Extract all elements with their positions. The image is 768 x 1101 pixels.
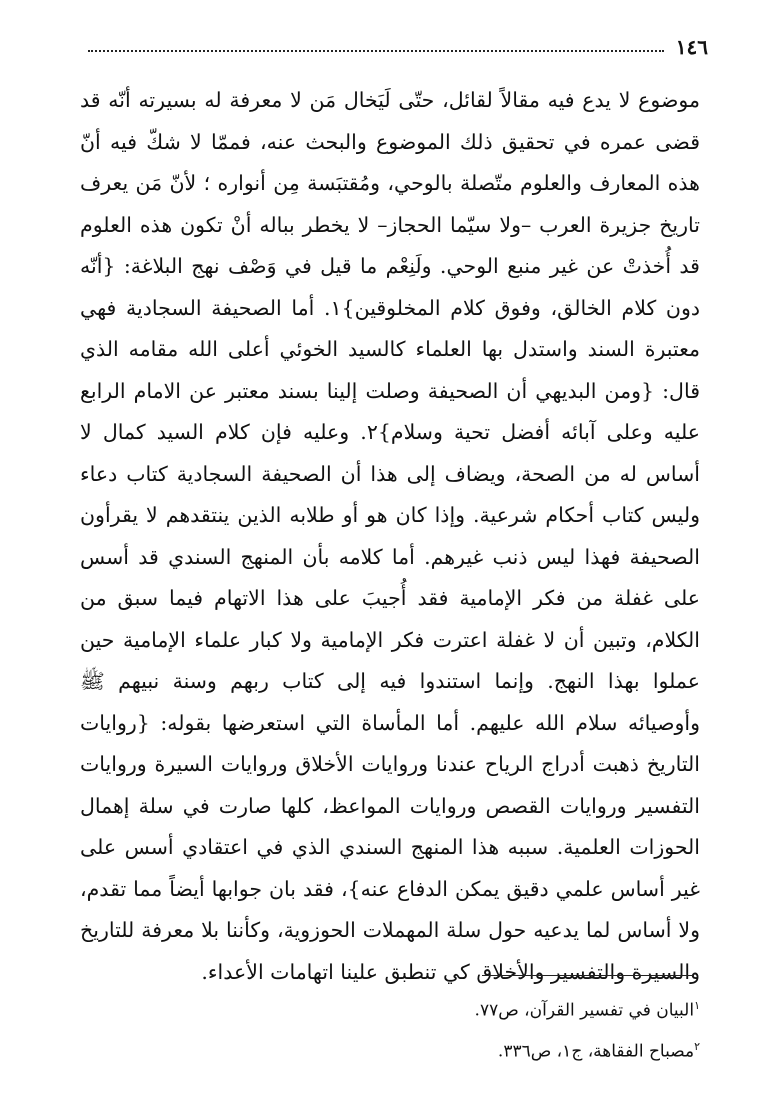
body-paragraph: موضوع لا يدع فيه مقالاً لقائل، حتّى لَيَخال مَن لا معرفة له بسيرته أنّه قد قضى عمره في تحقيق ذلك الموضوع والبحث عنه، فممّا لا شكّ فيه أنّ هذه المعارف والعلوم متّصلة بالوحي، ومُقتبَسة مِن أنواره ؛ لأنّ مَن يعرف تاريخ جزيرة العرب –ولا سيّما الحجاز– لا يخطر بباله أنْ تكون هذه العلوم قد أُخذتْ عن غير منبع الوحي. ولَنِعْم ما قيل في وَصْف نهج البلاغة: {أنّه دون كلام الخالق، وفوق كلام المخلوقين}١. أما الصحيفة السجادية فهي معتبرة السند واستدل بها العلماء كالسيد الخوئي أعلى الله مقامه الذي قال: {ومن البديهي أن الصحيفة وصلت إلينا بسند معتبر عن الامام الرابع عليه وعلى آبائه أفضل تحية وسلام}٢. وعليه فإن كلام السيد كمال لا أساس له من الصحة، ويضاف إلى هذا أن الصحيفة السجادية كتاب دعاء وليس كتاب أحكام شرعية. وإذا كان هو أو طلابه الذين ينتقدهم لا يقرأون الصحيفة فهذا ليس ذنب غيرهم. أما كلامه بأن المنهج السندي قد أسس على غفلة من فكر الإمامية فقد أُجيبَ على هذا الاتهام فيما سبق من الكلام، وتبين أن لا غفلة اعترت فكر الإمامية ولا كبار علماء الإمامية حين عملوا بهذا النهج. وإنما استندوا فيه إلى كتاب ربهم وسنة نبيهم ﷺ وأوصيائه سلام الله عليهم. أما المأساة التي استعرضها بقوله: {روايات التاريخ ذهبت أدراج الرياح عندنا وروايات الأخلاق وروايات السيرة وروايات التفسير وروايات القصص وروايات المواعظ، كلها صارت في سلة إهمال الحوزات العلمية. سببه هذا المنهج السندي الذي في اعتقادي أسس على غير أساس علمي دقيق يمكن الدفاع عنه}، فقد بان جوابها أيضاً مما تقدم، ولا أساس لما يدعيه حول سلة المهملات الحوزوية، وكأننا بلا معرفة للتاريخ والسيرة والتفسير والأخلاق كي تنطبق علينا اتهامات الأعداء.: [80, 88, 700, 984]
header-dotted-rule: [88, 50, 664, 52]
main-text: [80, 80, 700, 993]
footnote-mark: ٢: [694, 1039, 700, 1053]
footnote-divider: [482, 975, 694, 976]
footnotes: [80, 988, 700, 1069]
footnote-text: مصباح الفقاهة، ج١، ص٣٣٦.: [497, 1041, 695, 1062]
footnote-1: [80, 988, 700, 1029]
page-header: [88, 30, 708, 64]
page-number: ١٤٦: [675, 35, 708, 59]
footnote-mark: ١: [694, 999, 700, 1012]
footnote-2: [80, 1029, 700, 1070]
footnote-text: البيان في تفسير القرآن، ص٧٧.: [474, 1000, 695, 1021]
